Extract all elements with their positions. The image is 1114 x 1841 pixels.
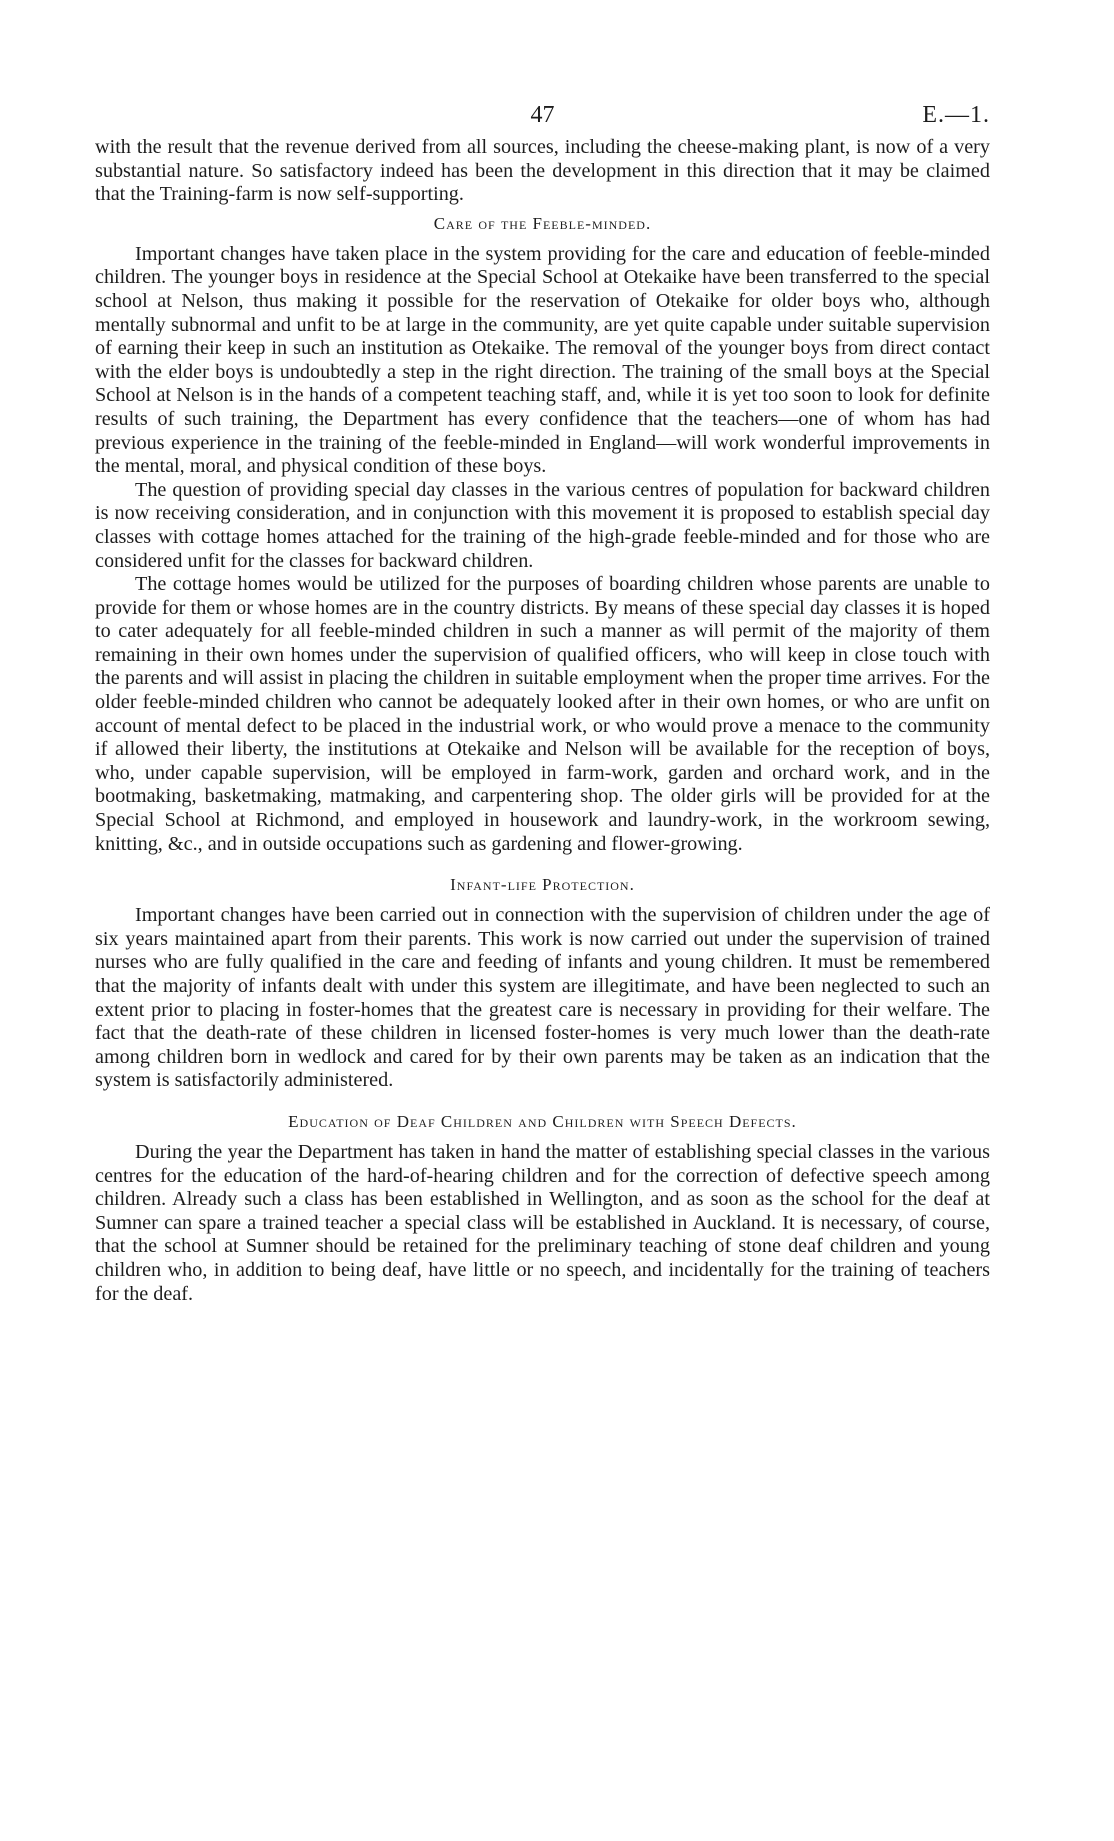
section-feeble-minded bbox=[95, 213, 990, 856]
section-deaf-education bbox=[95, 1111, 990, 1306]
body-paragraph: The cottage homes would be utilized for the purposes of boarding children whose parents are unable to provide for them or whose homes are in the country districts. By means of these special day classes it is hoped to cater adequately for all feeble-minded children in such a manner as will permit of the majority of them remaining in their own homes under the supervision of qualified officers, who will keep in close touch with the parents and will assist in placing the children in suitable employment when the proper time arrives. For the older feeble-minded children who cannot be adequately looked after in their own homes, or who are unfit on account of mental defect to be placed in the industrial work, or who would prove a menace to the community if allowed their liberty, the institutions at Otekaike and Nelson will be available for the reception of boys, who, under capable supervision, will be employed in farm-work, garden and orchard work, and in the bootmaking, basketmaking, matmaking, and carpentering shop. The older girls will be provided for at the Special School at Richmond, and employed in housework and laundry-work, in the workroom sewing, knitting, &c., and in outside occupations such as gardening and flower-growing. bbox=[95, 573, 990, 855]
page-header bbox=[95, 100, 990, 136]
body-paragraph: The question of providing special day classes in the various centres of population for backward children is now receiving consideration, and in conjunction with this movement it is proposed to establish special day classes with cottage homes attached for the training of the high-grade feeble-minded and for those who are considered unfit for the classes for backward children. bbox=[95, 478, 990, 572]
intro-paragraph: with the result that the revenue derived from all sources, including the cheese-making plant, is now of a very substantial nature. So satisfactory indeed has been the development in this direction that it may be claimed that the Training-farm is now self-supporting. bbox=[95, 136, 990, 206]
section-heading: Education of Deaf Children and Children with Speech Defects. bbox=[288, 1111, 797, 1131]
section-infant-life-protection bbox=[95, 874, 990, 1093]
section-heading: Care of the Feeble-minded. bbox=[433, 213, 652, 233]
body-paragraph: During the year the Department has taken in hand the matter of establishing special classes in the various centres for the education of the hard-of-hearing children and for the correction of defective speech among children. Already such a class has been established in Wellington, and as soon as the school for the deaf at Sumner can spare a trained teacher a special class will be established in Auckland. It is necessary, of course, that the school at Sumner should be retained for the preliminary teaching of stone deaf children and young children who, in addition to being deaf, have little or no speech, and incidentally for the training of teachers for the deaf. bbox=[95, 1140, 990, 1305]
section-heading: Infant-life Protection. bbox=[450, 875, 635, 895]
page-number: 47 bbox=[530, 102, 555, 128]
body-paragraph: Important changes have taken place in the system providing for the care and education of feeble-minded children. The younger boys in residence at the Special School at Otekaike have been transferred to the special school at Nelson, thus making it possible for the reservation of Otekaike for older boys who, although mentally subnormal and unfit to be at large in the community, are yet quite capable under suitable supervision of earning their keep in such an institution as Otekaike. The removal of the younger boys from direct contact with the elder boys is undoubtedly a step in the right direction. The training of the small boys at the Special School at Nelson is in the hands of a competent teaching staff, and, while it is yet too soon to look for definite results of such training, the Department has every confidence that the teachers—one of whom has had previous experience in the training of the feeble-minded in England—will work wonderful improvements in the mental, moral, and physical condition of these boys. bbox=[95, 242, 990, 478]
body-paragraph: Important changes have been carried out in connection with the supervision of children under the age of six years maintained apart from their parents. This work is now carried out under the supervision of trained nurses who are fully qualified in the care and feeding of infants and young children. It must be remembered that the majority of infants dealt with under this system are illegitimate, and have been neglected to such an extent prior to placing in foster-homes that the greatest care is necessary in providing for their welfare. The fact that the death-rate of these children in licensed foster-homes is very much lower than the death-rate among children born in wedlock and cared for by their own parents may be taken as an indication that the system is satisfactorily administered. bbox=[95, 904, 990, 1092]
document-page bbox=[95, 100, 990, 1306]
document-reference: E.—1. bbox=[922, 102, 990, 128]
